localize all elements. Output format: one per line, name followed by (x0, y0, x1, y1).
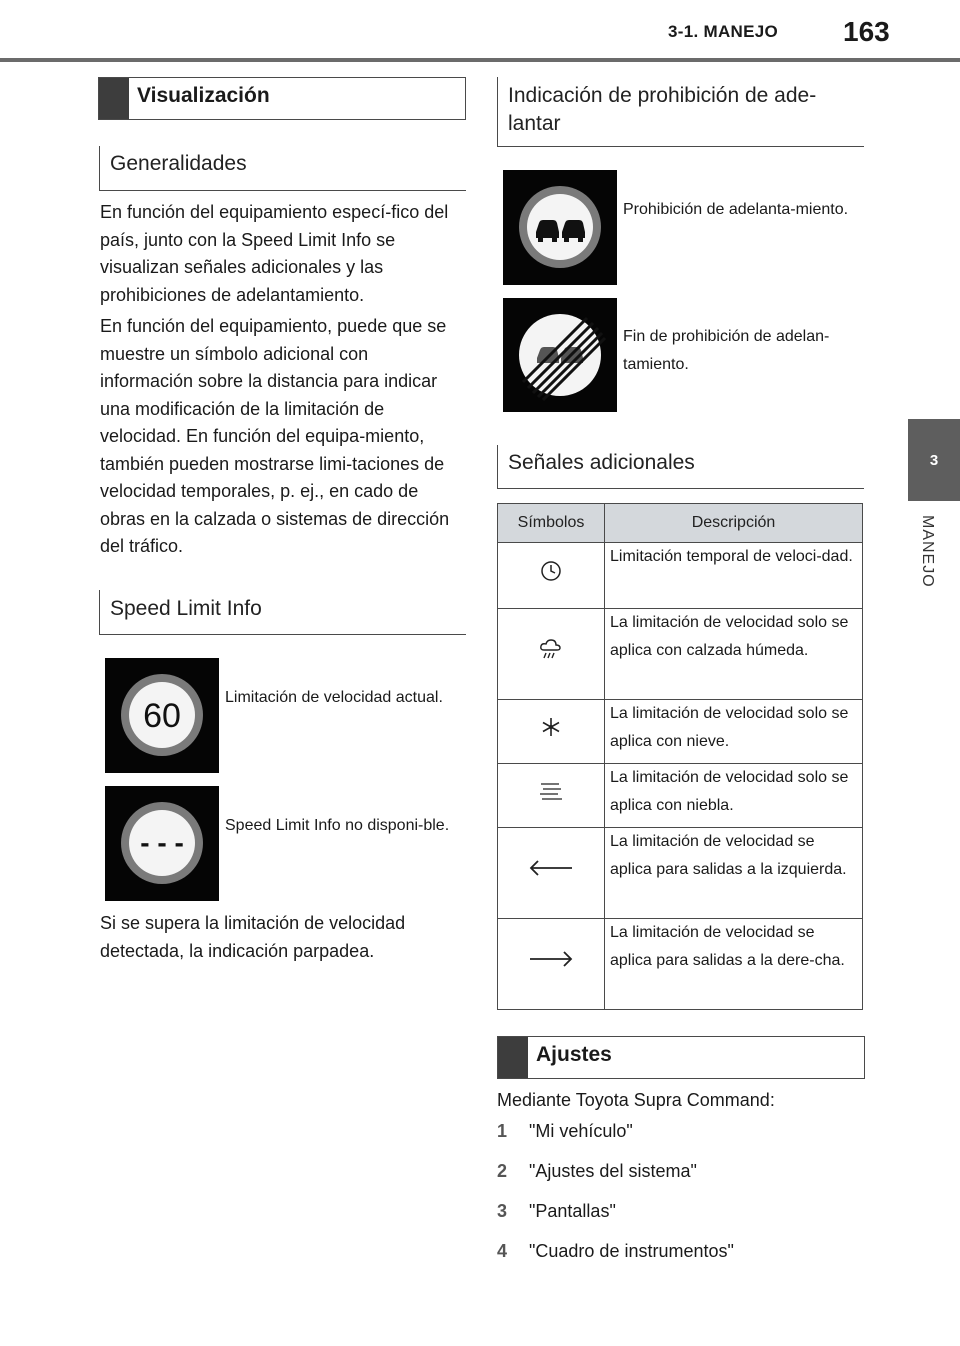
step-item (497, 1121, 863, 1161)
arrow-left-icon (528, 858, 574, 878)
speed-limit-unavailable-symbol: - - - (140, 827, 184, 858)
speed-limit-60-sign (105, 658, 219, 773)
table-row (498, 764, 863, 828)
no-overtaking-sign (503, 170, 617, 285)
speed-limit-note: Si se supera la limitación de velocidad detectada, la indicación parpadea. (100, 913, 406, 961)
symbol-cell (498, 543, 605, 609)
subsection-generalidades (99, 146, 466, 191)
chapter-title: 3-1. MANEJO (668, 22, 779, 41)
section-title: Ajustes (536, 1043, 612, 1066)
step-text: "Mi vehículo" (529, 1121, 633, 1141)
table-row (498, 543, 863, 609)
sign-caption: Speed Limit Info no disponi-ble. (225, 817, 450, 834)
section-title: Visualización (137, 84, 270, 107)
subsection-title: Señales adicionales (508, 451, 695, 474)
description-cell: La limitación de velocidad se aplica para salidas a la dere-cha. (605, 919, 863, 1010)
step-number: 4 (497, 1241, 508, 1261)
step-text: "Ajustes del sistema" (529, 1161, 697, 1181)
column-header: Símbolos (498, 504, 605, 543)
description-cell: La limitación de velocidad solo se aplica con niebla. (605, 764, 863, 828)
subsection-title: Generalidades (110, 152, 247, 175)
description-cell: La limitación de velocidad se aplica para salidas a la izquierda. (605, 828, 863, 919)
step-number: 1 (497, 1121, 508, 1141)
section-bar (498, 1037, 528, 1078)
ajustes-intro: Mediante Toyota Supra Command: (497, 1090, 775, 1110)
page-number: 163 (843, 16, 890, 47)
step-number: 2 (497, 1161, 508, 1181)
paragraph: En función del equipamiento, puede que se muestre un símbolo adicional con información sobre la distancia para indicar una modificación de la limitación de velocidad. En función del equipa-miento, también pueden mostrarse limi-taciones de velocidad temporales, p. ej., en cado de obras en la calzada o sistemas de dirección del tráfico. (100, 316, 450, 556)
subsection-title: Indicación de prohibición de ade-lantar (508, 84, 817, 135)
sign-caption: Fin de prohibición de adelan-tamiento. (623, 328, 830, 373)
symbol-cell (498, 700, 605, 764)
section-ajustes (497, 1036, 865, 1079)
snowflake-icon (539, 715, 563, 739)
description-cell: La limitación de velocidad solo se aplica con calzada húmeda. (605, 609, 863, 700)
sign-caption: Prohibición de adelanta-miento. (623, 201, 849, 218)
clock-icon (539, 559, 563, 583)
step-text: "Pantallas" (529, 1201, 616, 1221)
table-row (498, 700, 863, 764)
section-visualizacion (98, 77, 466, 120)
chapter-tab (908, 419, 960, 501)
generalidades-text (100, 199, 464, 565)
description-cell: La limitación de velocidad solo se aplica con nieve. (605, 700, 863, 764)
sign-caption: Limitación de velocidad actual. (225, 689, 443, 706)
speed-limit-value: 60 (143, 697, 181, 735)
symbol-cell (498, 919, 605, 1010)
chapter-tab-label (904, 515, 954, 605)
section-bar (99, 78, 129, 119)
table-row (498, 828, 863, 919)
paragraph: En función del equipamiento especí-fico del país, junto con la Speed Limit Info se visualizan señales adicionales y las prohibiciones de adelantamiento. (100, 202, 449, 305)
step-item (497, 1241, 863, 1281)
description-cell: Limitación temporal de veloci-dad. (605, 543, 863, 609)
symbols-table (497, 503, 863, 1010)
end-no-overtaking-sign (503, 298, 617, 412)
speed-limit-unavailable-sign (105, 786, 219, 901)
chapter-tab-number: 3 (929, 451, 939, 469)
symbol-cell (498, 609, 605, 700)
subsection-title: Speed Limit Info (110, 597, 262, 620)
step-item (497, 1161, 863, 1201)
fog-icon (537, 779, 565, 803)
chapter-tab-label-text: MANEJO (919, 515, 936, 588)
rain-cloud-icon (538, 636, 564, 662)
column-header: Descripción (605, 504, 863, 543)
header-rule (0, 58, 960, 62)
subsection-senales-adicionales (497, 445, 864, 489)
subsection-speed-limit-info (99, 590, 466, 635)
symbol-cell (498, 764, 605, 828)
ajustes-steps (497, 1121, 863, 1281)
subsection-prohibicion (497, 77, 864, 147)
step-item (497, 1201, 863, 1241)
step-text: "Cuadro de instrumentos" (529, 1241, 734, 1261)
step-number: 3 (497, 1201, 508, 1221)
table-row (498, 919, 863, 1010)
table-header-row (498, 504, 863, 543)
arrow-right-icon (528, 949, 574, 969)
table-row (498, 609, 863, 700)
symbol-cell (498, 828, 605, 919)
